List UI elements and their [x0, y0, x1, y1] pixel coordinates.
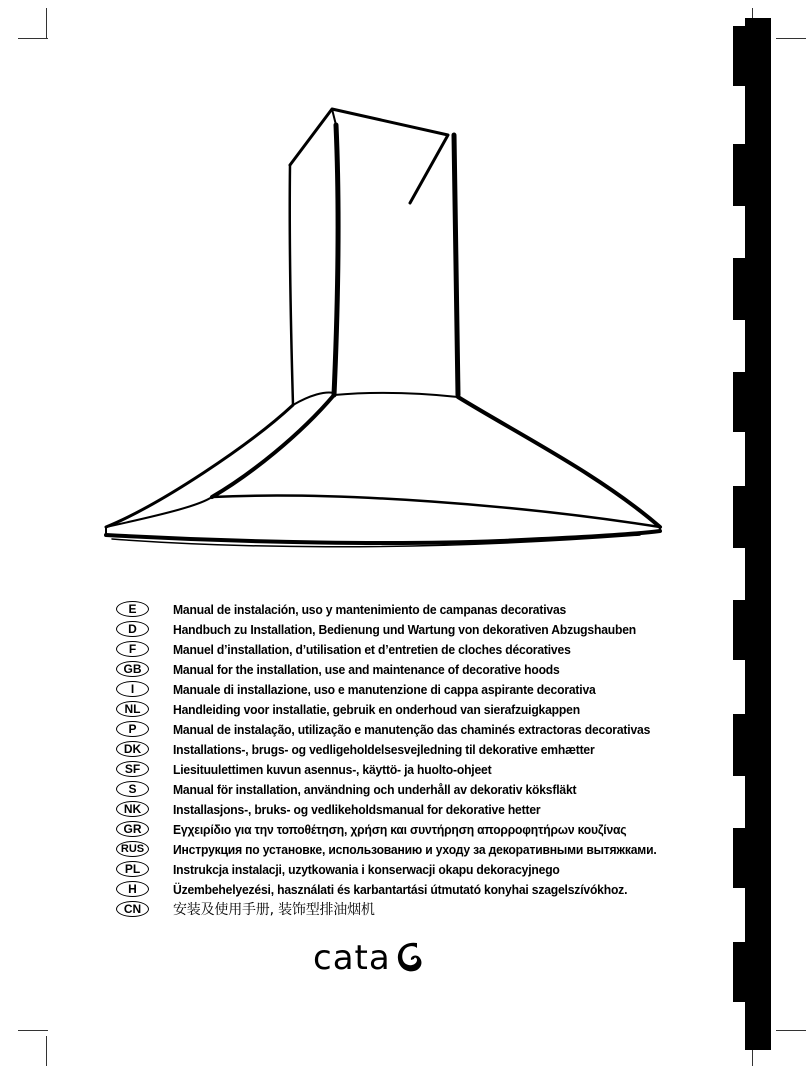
- list-item: [116, 699, 726, 719]
- list-item: [116, 599, 726, 619]
- chimney-hood-sketch-icon: [100, 95, 670, 565]
- crop-mark-top-right-h: [776, 38, 806, 39]
- index-tab: [733, 26, 771, 86]
- list-item: [116, 619, 726, 639]
- index-tab: [733, 144, 771, 206]
- list-item: [116, 659, 726, 679]
- language-code-badge: D: [116, 621, 149, 637]
- manual-title: Installations-, brugs- og vedligeholdelsesvejledning til dekorative emhætter: [173, 741, 595, 757]
- crop-mark-top-left-h: [18, 38, 48, 39]
- list-item: [116, 859, 726, 879]
- index-tab: [733, 486, 771, 548]
- index-tab: [745, 660, 771, 714]
- index-tab: [733, 828, 771, 888]
- manual-title: Εγχειρίδιο για την τοποθέτηση, χρήση και συντήρηση απορροφητήρων κουζίνας: [173, 821, 627, 837]
- cata-swirl-icon: [395, 939, 425, 975]
- index-tab: [733, 600, 771, 660]
- language-code-badge: P: [116, 721, 149, 737]
- manual-title: Manual for the installation, use and maintenance of decorative hoods: [173, 661, 560, 677]
- list-item: [116, 879, 726, 899]
- language-code-badge: SF: [116, 761, 149, 777]
- index-tab: [745, 1002, 771, 1050]
- brand-logo: [313, 935, 425, 978]
- crop-mark-top-left-v: [46, 8, 47, 38]
- manual-title: Instrukcja instalacji, uzytkowania i konserwacji okapu dekoracyjnego: [173, 861, 560, 877]
- list-item: [116, 719, 726, 739]
- list-item: [116, 839, 726, 859]
- index-tab: [745, 776, 771, 828]
- language-code-badge: RUS: [116, 841, 149, 857]
- manual-title: Liesituulettimen kuvun asennus-, käyttö- ja huolto-ohjeet: [173, 761, 492, 777]
- manual-title: Manual för installation, användning och underhåll av dekorativ köksfläkt: [173, 781, 577, 797]
- list-item: [116, 899, 726, 919]
- crop-mark-bottom-left-h: [18, 1030, 48, 1031]
- index-tab: [745, 86, 771, 144]
- brand-name: cata: [313, 938, 391, 978]
- index-tab: [733, 372, 771, 432]
- language-code-badge: S: [116, 781, 149, 797]
- language-code-badge: NK: [116, 801, 149, 817]
- manual-title: Инструкция по установке, использованию и уходу за декоративными вытяжками.: [173, 841, 657, 857]
- manual-title: Handbuch zu Installation, Bedienung und Wartung von dekorativen Abzugshauben: [173, 621, 637, 637]
- language-code-badge: E: [116, 601, 149, 617]
- index-tab: [745, 548, 771, 600]
- language-list: [116, 599, 726, 919]
- language-code-badge: GB: [116, 661, 149, 677]
- list-item: [116, 759, 726, 779]
- index-tab: [745, 18, 771, 26]
- language-code-badge: F: [116, 641, 149, 657]
- manual-title: Handleiding voor installatie, gebruik en onderhoud van sierafzuigkappen: [173, 701, 580, 717]
- index-tab: [733, 942, 771, 1002]
- manual-title: Manuel d’installation, d’utilisation et d’entretien de cloches décoratives: [173, 641, 571, 657]
- language-code-badge: I: [116, 681, 149, 697]
- manual-title: Üzembehelyezési, használati és karbantartási útmutató konyhai szagelszívókhoz.: [173, 881, 628, 897]
- index-tab: [745, 320, 771, 372]
- language-code-badge: GR: [116, 821, 149, 837]
- index-tab: [745, 432, 771, 486]
- manual-title: Manuale di installazione, uso e manutenzione di cappa aspirante decorativa: [173, 681, 596, 697]
- language-code-badge: CN: [116, 901, 149, 917]
- manual-title: Manual de instalação, utilização e manutenção das chaminés extractoras decorativas: [173, 721, 651, 737]
- manual-title: Manual de instalación, uso y mantenimiento de campanas decorativas: [173, 601, 567, 617]
- list-item: [116, 779, 726, 799]
- list-item: [116, 799, 726, 819]
- list-item: [116, 819, 726, 839]
- list-item: [116, 739, 726, 759]
- language-code-badge: NL: [116, 701, 149, 717]
- list-item: [116, 639, 726, 659]
- language-code-badge: DK: [116, 741, 149, 757]
- crop-mark-bottom-right-h: [776, 1030, 806, 1031]
- list-item: [116, 679, 726, 699]
- index-tab: [733, 258, 771, 320]
- manual-title: 安装及使用手册, 装饰型排油烟机: [173, 902, 375, 918]
- index-tab: [745, 206, 771, 258]
- index-tab: [733, 714, 771, 776]
- language-code-badge: H: [116, 881, 149, 897]
- language-code-badge: PL: [116, 861, 149, 877]
- thumb-index-tabs: [733, 0, 771, 1068]
- manual-title: Installasjons-, bruks- og vedlikeholdsmanual for dekorative hetter: [173, 801, 541, 817]
- index-tab: [745, 888, 771, 942]
- crop-mark-bottom-left-v: [46, 1036, 47, 1066]
